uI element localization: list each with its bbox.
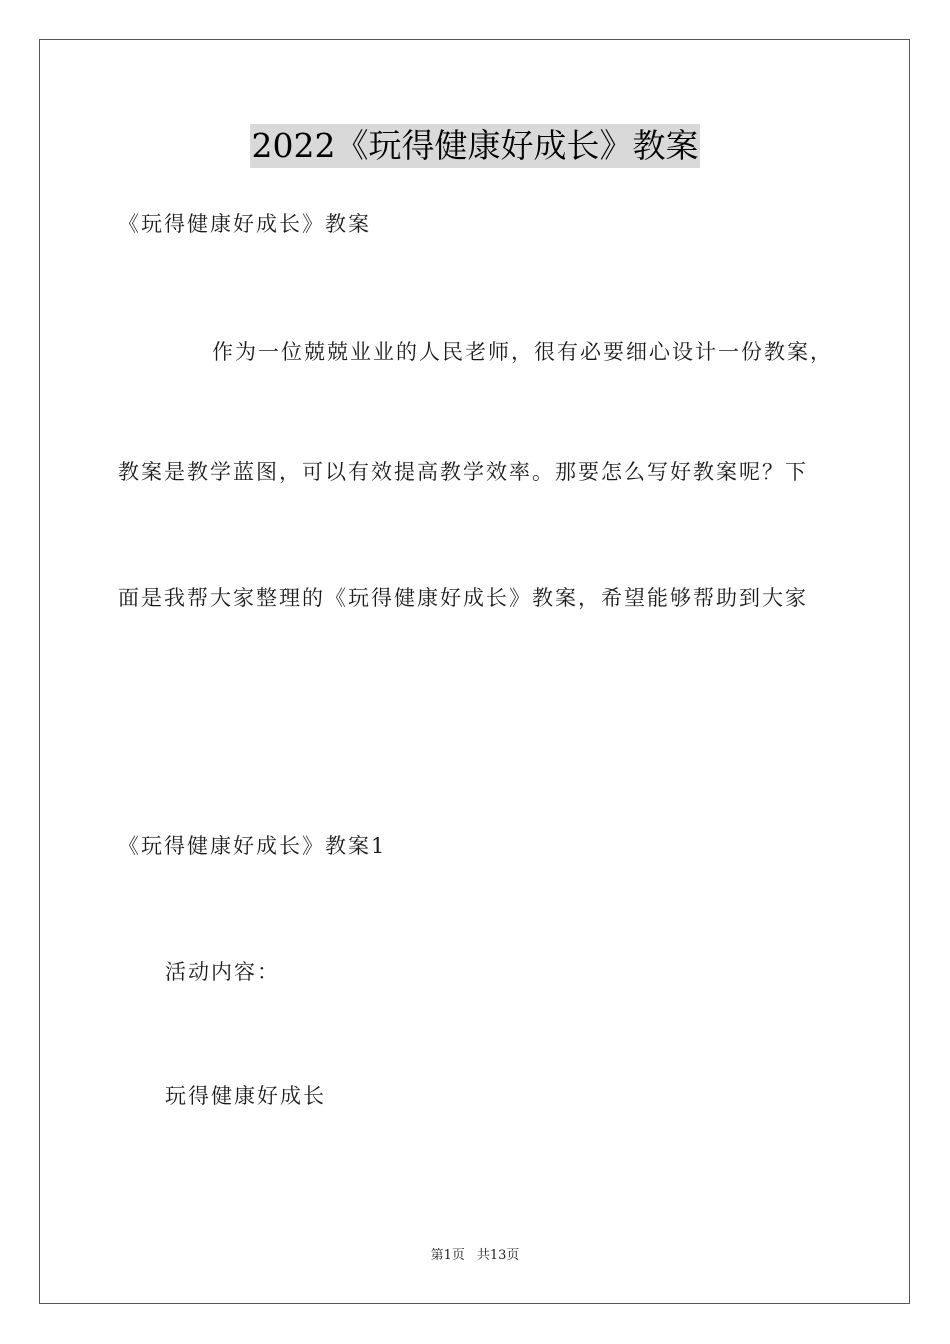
- section-heading: 《玩得健康好成长》教案1: [118, 834, 387, 858]
- intro-line-1: 作为一位兢兢业业的人民老师，很有必要细心设计一份教案，: [212, 340, 833, 364]
- activity-label: 活动内容：: [165, 960, 280, 984]
- intro-line-2: 教案是教学蓝图，可以有效提高教学效率。那要怎么写好教案呢？下: [118, 460, 808, 484]
- page-footer: [0, 1247, 950, 1265]
- document-subtitle: 《玩得健康好成长》教案: [118, 212, 371, 236]
- page-total: 共13页: [476, 1248, 520, 1263]
- activity-value: 玩得健康好成长: [165, 1084, 326, 1108]
- page-current: 第1页: [430, 1248, 465, 1263]
- intro-line-3: 面是我帮大家整理的《玩得健康好成长》教案，希望能够帮助到大家: [118, 586, 808, 610]
- title-container: [0, 124, 950, 168]
- document-title: 2022《玩得健康好成长》教案: [250, 124, 701, 168]
